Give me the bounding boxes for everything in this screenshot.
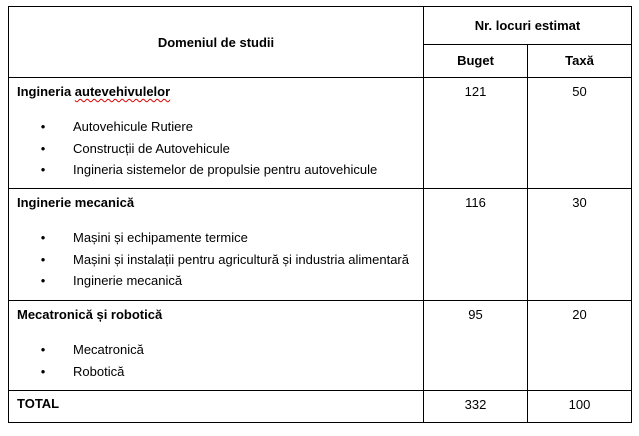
total-fee: 100	[528, 391, 632, 423]
specialization-list	[17, 227, 417, 292]
budget-cell: 95	[424, 301, 528, 391]
table-row	[9, 189, 632, 301]
total-budget: 332	[424, 391, 528, 423]
table-row	[9, 301, 632, 391]
specialization-list	[17, 339, 417, 382]
bullet-icon: •	[40, 251, 46, 267]
list-item: • Construcții de Autovehicule	[38, 138, 417, 160]
list-item: • Inginerie mecanică	[38, 270, 417, 292]
bullet-icon: •	[40, 363, 46, 379]
total-label: TOTAL	[9, 391, 424, 423]
header-domain: Domeniul de studii	[9, 7, 424, 78]
bullet-icon: •	[40, 119, 46, 134]
bullet-icon: •	[40, 342, 46, 357]
bullet-icon: •	[40, 140, 46, 156]
bullet-icon: •	[40, 162, 46, 177]
header-row-top	[9, 7, 632, 45]
spellcheck-flagged-word: autevehivulelor	[74, 84, 171, 99]
table-row	[9, 78, 632, 189]
header-fee: Taxă	[528, 44, 632, 77]
fee-cell: 20	[528, 301, 632, 391]
list-item: • Mașini și instalații pentru agricultură și industria alimentară	[38, 249, 417, 271]
domain-cell	[9, 78, 424, 189]
total-row	[9, 391, 632, 423]
fee-cell: 30	[528, 189, 632, 301]
domain-cell	[9, 189, 424, 301]
list-item: • Robotică	[38, 361, 417, 383]
domain-cell	[9, 301, 424, 391]
list-item: • Autovehicule Rutiere	[38, 116, 417, 138]
list-item: • Ingineria sistemelor de propulsie pentru autovehicule	[38, 159, 417, 181]
header-budget: Buget	[424, 44, 528, 77]
header-estimated-places: Nr. locuri estimat	[424, 7, 632, 45]
fee-cell: 50	[528, 78, 632, 189]
budget-cell: 116	[424, 189, 528, 301]
places-table	[8, 6, 632, 423]
budget-cell: 121	[424, 78, 528, 189]
bullet-icon: •	[40, 273, 46, 288]
specialization-list	[17, 116, 417, 181]
domain-name: Ingineria autevehivulelor	[17, 84, 171, 99]
list-item: • Mecatronică	[38, 339, 417, 361]
list-item: • Mașini și echipamente termice	[38, 227, 417, 249]
bullet-icon: •	[40, 230, 46, 245]
domain-name: Inginerie mecanică	[17, 195, 135, 210]
domain-name: Mecatronică și robotică	[17, 307, 163, 322]
